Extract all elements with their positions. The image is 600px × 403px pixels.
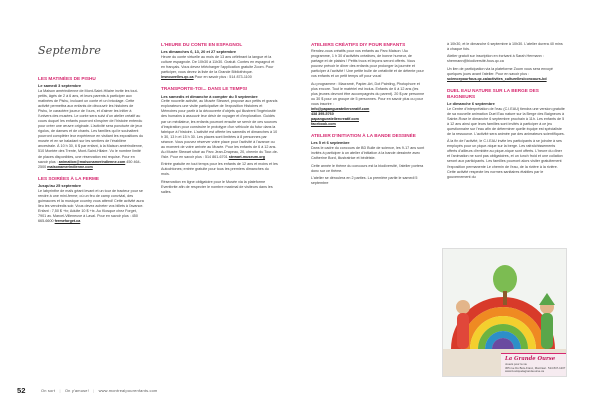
- atelier-email-link[interactable]: info@papangueateliercreatif.com: [311, 106, 370, 111]
- pishu-date: Le samedi 3 septembre: [38, 83, 82, 89]
- pishu-email-link[interactable]: animation@maisonamerindienne.com: [58, 159, 126, 164]
- pishu-phone: 450 464-2500: [38, 159, 141, 169]
- soiree-text: Le labyrinthe de maïs géant levant et un tour de tracteur pour se rendre à une mini-ferme; où un feu de camp convivial, des guimauves et la musique country vous attend! Cette activité aura lieu les vendredis soir. Vous devez acheter vos billets à l'avance. Enfant : 7,50 $ +tx; Adulte 10 $ +tx. Au Kiosque chez Forget, 7901 av. Marcel-Villeneuve à Laval. Pour en savoir plus : 450 665-6600: [38, 188, 144, 224]
- conte-heading: L'HEURE DU CONTE EN ESPAGNOL: [161, 42, 243, 47]
- pishu-heading: LES MATINÉES DE PISHU: [38, 76, 96, 81]
- ad-website[interactable]: www.boutiquelagrandeourse.ca: [505, 369, 545, 373]
- duel-heading: DUEL EAU NATURE SUR LA BERGE DES BAIGNEURS: [447, 88, 539, 99]
- ad-title: La Grande Ourse: [505, 356, 556, 362]
- bd-web-link[interactable]: sciencepourfous.qc.ca/activites_culturelles/concours-bd: [447, 76, 547, 81]
- conte-web-link[interactable]: lesnouvelles.qc.ca: [161, 75, 194, 80]
- ad-banner: [501, 353, 566, 376]
- page-footer: [0, 384, 600, 403]
- conte-date: Les dimanches 6, 13, 20 et 27 septembre: [161, 49, 237, 55]
- transporte-entry: Entrée gratuite en tout temps pour les enfants de 12 ans et moins et les Autochtones; entrée gratuite pour tous les premiers dimanches du mois.: [161, 162, 278, 177]
- ad-address: 305 rue Du Bois-Franc, Montréal · 514 847-1207: [505, 365, 566, 370]
- ad-tagline: Jouets pour la vie: [505, 362, 527, 366]
- bd-body-3: L'atelier se déroulera en 2 parties. La première partie le samedi 5 septembre: [311, 176, 418, 186]
- bd-continued-text: Un lien de participation via la plateforme Zoom vous sera envoyé quelques jours avant l'atelier. Pour en savoir plus :: [447, 66, 553, 76]
- soiree-heading: LES SOIRÉES À LA FERME: [38, 175, 100, 181]
- transporte-date: Les samedis et dimanche à compter du 5 septembre: [161, 93, 258, 99]
- conte-text: Heure du conte virtuelle au mois de 13 ans célébrant la langue et la culture espagnole. De 10h30 à 11h30. Gratuit. Contes en espagnol et en français. Vous devez télécharger l'application gratuite Zoom. Pour participer, vous devez la liste de la Grande Bibliothèque.: [161, 54, 275, 75]
- duel-body-2: À la fin de l'activité, le C.I.EAU invite les participants à se joindre à ses employés pour un pique-nique sur la berge. Les rafraîchissements offerts d'ailleurs d'emblée au pique-nique sont offerts. L'heure du dîner et l'animation ne sont pas obligatoires, et un lunch froid et une collation seront aux participants. Les familles pourront alors visiter gratuitement l'exposition permanente Le chemin de l'eau, de la rivière à la rivière. Cette activité respecte les normes sanitaires établies par le gouvernement du: [447, 139, 563, 179]
- bd-body-1: Dans le cadre du concours de BD Bulle de science, les 9-17 ans sont invités à participer à un atelier d'initiation à la bande dessinée avec Catherine Bord, illustratrice et bédéiste.: [311, 146, 425, 161]
- publication-name: On sort: [41, 388, 56, 393]
- pishu-web-link[interactable]: maisonamerindienne.com: [47, 164, 93, 169]
- pishu-text: La Maison amérindienne de Mont-Saint-Hilaire invite les tout-petits, âgés de 2 à 6 ans, et leurs parents à participer aux matinées de Pishu, incluant un conte et un bricolage. Cette activité permettra aux enfants de découvrir les histoires de Pishu, le caractère joueur de l'ours, et d'aimer les initier à l'univers des musées. Le conte sera suivi d'un atelier créatif au cours duquel les enfants pourront s'inspirer de l'histoire entendu pour créer une œuvre originale. L'activité sera ponctuée de jeux rigolos, de danses et de chants. Les familles qui le souhaitent pourront compléter leur expérience en visitant les expositions du musée et en se baladant sur les sentiers de l'érablière ancestrale. À 10 h 30, 6 $ par enfant, à la Maison amérindienne, 510 Montée des Trente, Mont-Saint-Hilaire. Vu le nombre limité de places disponibles, une réservation est requise. Pour en savoir plus :: [38, 88, 144, 164]
- atelier-facebook-link[interactable]: facebook.com: [311, 122, 336, 127]
- duel-body-1: Le Centre d'interprétation de l'eau (C.I.EAU) tiendra une version gratuite de sa nouvelle animation Duel Eau nature sur la Berge des Baigneurs à Sainte-Rose le dimanche 6 septembre prochain à 11h. Les enfants de 5 à 12 ans ainsi que leurs familles sont invités à participer à ce jeu questionnaire sur l'eau afin de déterminer quelle équipe est spécialiste de la ressource. L'activité sera animée par des animateurs scientifiques.: [447, 106, 565, 136]
- bd-date: Les 5 et 6 septembre: [311, 140, 350, 146]
- soiree-web-link[interactable]: fermeforget.ca: [54, 219, 81, 224]
- bd-heading: ATELIER D'INITIATION À LA BANDE DESSINÉE: [311, 133, 416, 139]
- atelier-text: Au programme : Macramé, Papier-Art, Dot Painting, Photophore et plus encore. Tout le matériel est inclus. Enfants de 6 à 12 ans (les plus jeunes devront être accompagnés du parent). 20 $ par personne ou 30 $ pour un groupe de 5 personnes. Pour en savoir plus ou pour vous inscrire :: [311, 81, 425, 106]
- conte-body: [161, 55, 278, 80]
- soiree-body: [38, 189, 144, 224]
- transporte-web-link[interactable]: stewart-museum.org: [228, 154, 266, 159]
- atelier-phone: 438 395-5760: [311, 111, 334, 116]
- transporte-reservation: Réservation en ligne obligatoire pour le Musée via la plateforme Eventbrite afin de respecter le nombre maximal de visiteurs dans les salles.: [161, 179, 273, 194]
- footer-website[interactable]: www.montrealpourenfants.com: [98, 388, 158, 393]
- atelier-web-link[interactable]: papangueateliercreatif.com: [311, 117, 359, 121]
- transporte-heading: TRANSPORTE-TOI... DANS LE TEMPS!: [161, 86, 248, 92]
- bd-continued-2: Atelier gratuit sur inscription en écrivant à Sarah Hermann : shermann@biodiversité-fous.qc.ca: [447, 54, 544, 64]
- duel-date: Le dimanche 6 septembre: [447, 100, 495, 106]
- conte-tail: Pour en savoir plus : 514 873-1100: [194, 75, 252, 80]
- page-number: 52: [17, 386, 26, 395]
- atelier-body-1: Rendez-vous créatifs pour vos enfants au Parc Maison ! Au programme, 1 h 30 d'activités créatives, de bonne humeur, de partage et de plaisirs ! Petits trucs et leçons seront offerts. Vous pouvez prévoir le dîner des enfants pour prolonger la journée et participer à l'activité ! Une petite bulle de créativité et de détente pour vos enfants et un petit temps off pour vous!: [311, 49, 424, 79]
- atelier-body-2: [311, 82, 425, 127]
- soiree-date: Jusqu'au 25 septembre: [38, 183, 82, 189]
- issue-name: On y'amuse!: [64, 388, 89, 393]
- transporte-text: Cette nouvelle activité, au Musée Stewart, propose aux petits et grands explorateurs une visite participative de l'exposition Histoires et Mémoires pour partir à la découverte d'objets qui illustrent l'ingéniosité des humains à assouvir leur désir de voyager et d'exploration. Guidés par un médiateur, les enfants pourront ensuite se servir de ces sources d'inspiration pour construire le prototype d'un véhicule du futur dans la fabrique à l'histoire. L'activité est offerte les samedis et dimanches à 10 h 30, 13 h et 15 h 30. Les places sont limitées à 8 personnes par séance. Vous pouvez réserver votre place pour l'activité à l'avance ou au moment de votre arrivée au Musée. Pour les enfants de 6 à 12 ans. Au Musée Stewart situé au Parc Jean-Drapeau, 20, chemin du Tour-de-l'Isle. Pour en savoir plus : 514 861-6701: [161, 99, 278, 159]
- bd-continued-1: à 10h30, et le dimanche 6 septembre à 10h30. L'atelier durera 40 mins à chaque fois.: [447, 42, 563, 52]
- column-1: [38, 42, 144, 226]
- footer-info: On sort | On y'amuse! | www.montrealpourenfants.com: [41, 388, 158, 393]
- bd-body-2: Cette année le thème du concours est la biodiversité, l'atelier portera donc sur ce thème.: [311, 163, 424, 173]
- pishu-body: [38, 89, 144, 170]
- wooden-toys-photo: [442, 248, 567, 377]
- column-4: [447, 42, 565, 182]
- column-2: [161, 42, 278, 197]
- bd-continued-3: [447, 67, 565, 82]
- section-title: Septembre: [38, 44, 102, 57]
- transporte-body: [161, 99, 278, 160]
- column-3: [311, 42, 425, 189]
- atelier-heading: ATELIERS CRÉATIFS DIY POUR ENFANTS: [311, 42, 406, 47]
